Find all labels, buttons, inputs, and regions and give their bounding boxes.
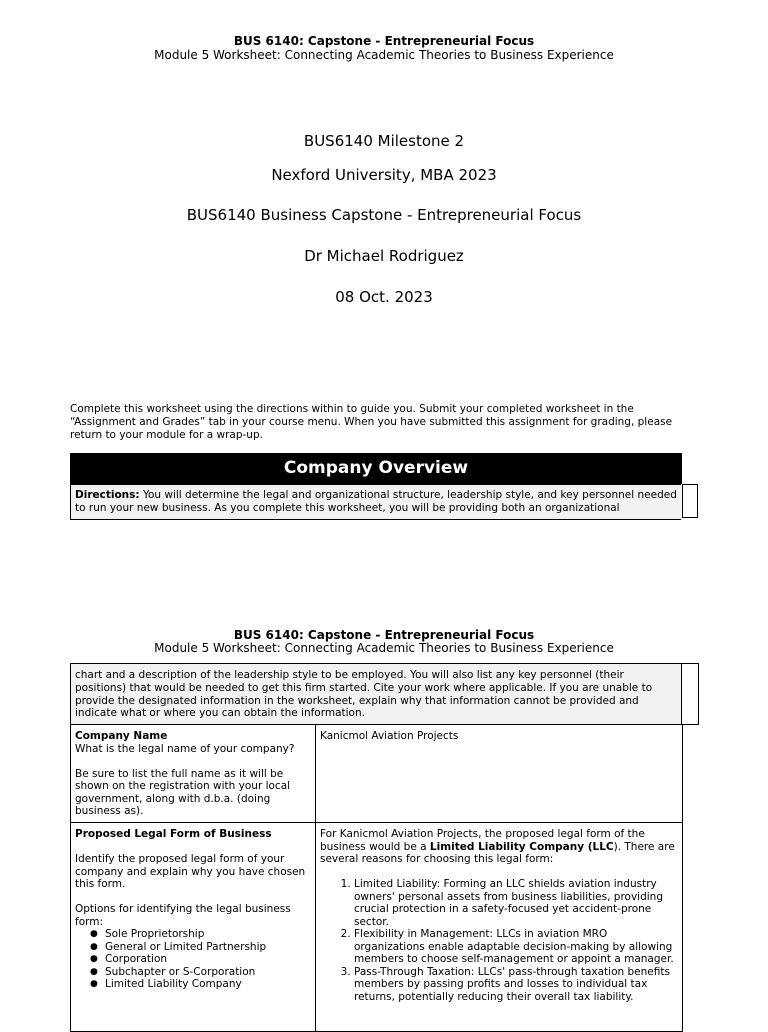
company-name-prompt-cell [70,724,316,823]
module-subtitle: Module 5 Worksheet: Connecting Academic Theories to Business Experience [154,48,614,62]
company-name-answer: Kanicmol Aviation Projects [320,730,459,742]
list-item: ● Corporation [105,953,311,966]
legal-form-label: Proposed Legal Form of Business [75,828,272,840]
legal-form-answer-cell [315,822,683,1032]
section-banner: Company Overview [70,453,682,484]
cover-course: BUS6140 Business Capstone - Entrepreneurial Focus [186,206,582,224]
directions-label: Directions: [75,489,140,501]
cover-instructor: Dr Michael Rodriguez [304,247,464,265]
directions-continued-text: chart and a description of the leadership style to be employed. You will also list any key personnel (their positions) that would be needed to get this firm started. Cite your work where applicable. If you are unable to provide the designated information in the worksheet, explain why that information cannot be provided and indicate what or where you can obtain the information. [75,669,653,720]
legal-form-options-intro: Options for identifying the legal business form: [75,903,291,928]
legal-form-prompt-cell [70,822,316,1032]
directions-continued-box [70,663,682,725]
company-name-label: Company Name [75,730,168,742]
list-item: ● Limited Liability Company [105,978,311,991]
list-item: ● Subchapter or S-Corporation [105,966,311,979]
legal-form-question: Identify the proposed legal form of your company and explain why you have chosen this form. [75,853,306,890]
directions-text [71,485,681,515]
list-item: ● General or Limited Partnership [105,941,311,954]
cover-milestone: BUS6140 Milestone 2 [303,132,465,150]
course-title: BUS 6140: Capstone - Entrepreneurial Focus [233,34,535,48]
cover-university: Nexford University, MBA 2023 [271,166,497,184]
legal-form-answer-intro: For Kanicmol Aviation Projects, the proposed legal form of the business would be a Limited Liability Company (LLC). There are several reasons for choosing this legal form: [320,828,675,865]
company-name-question: What is the legal name of your company? [75,742,295,755]
directions-continued-side-cell [682,663,699,725]
directions-box [70,484,681,520]
company-name-answer-cell [315,724,683,823]
list-item: ● Sole Proprietorship [105,928,311,941]
list-item: 3. Pass-Through Taxation: LLCs' pass-through taxation benefits members by passing profits and losses to individual tax returns, potentially reducing their overall tax liability. [354,966,678,1004]
course-title-page2: BUS 6140: Capstone - Entrepreneurial Focus [233,628,535,642]
intro-paragraph: Complete this worksheet using the directions within to guide you. Submit your completed worksheet in the “Assignment and Grades” tab in your course menu. When you have submitted this assignment for grading, please return to your module for a wrap-up. [70,403,673,441]
directions-body: You will determine the legal and organizational structure, leadership style, and key personnel needed to run your new business. As you complete this worksheet, you will be providing both an organizational [75,489,677,514]
directions-side-cell [682,484,698,518]
module-subtitle-page2: Module 5 Worksheet: Connecting Academic Theories to Business Experience [154,641,614,655]
list-item: 1. Limited Liability: Forming an LLC shields aviation industry owners' personal assets from business liabilities, providing crucial protection in a safety-focused yet accident-prone sector. [354,878,678,928]
cover-date: 08 Oct. 2023 [335,288,433,306]
legal-form-options-list [75,928,311,991]
company-name-note: Be sure to list the full name as it will be shown on the registration with your local government, along with d.b.a. (doing business as). [75,767,291,817]
list-item: 2. Flexibility in Management: LLCs in aviation MRO organizations enable adaptable decision-making by allowing members to choose self-management or appoint a manager. [354,928,678,966]
legal-form-reasons-list [320,878,678,1003]
